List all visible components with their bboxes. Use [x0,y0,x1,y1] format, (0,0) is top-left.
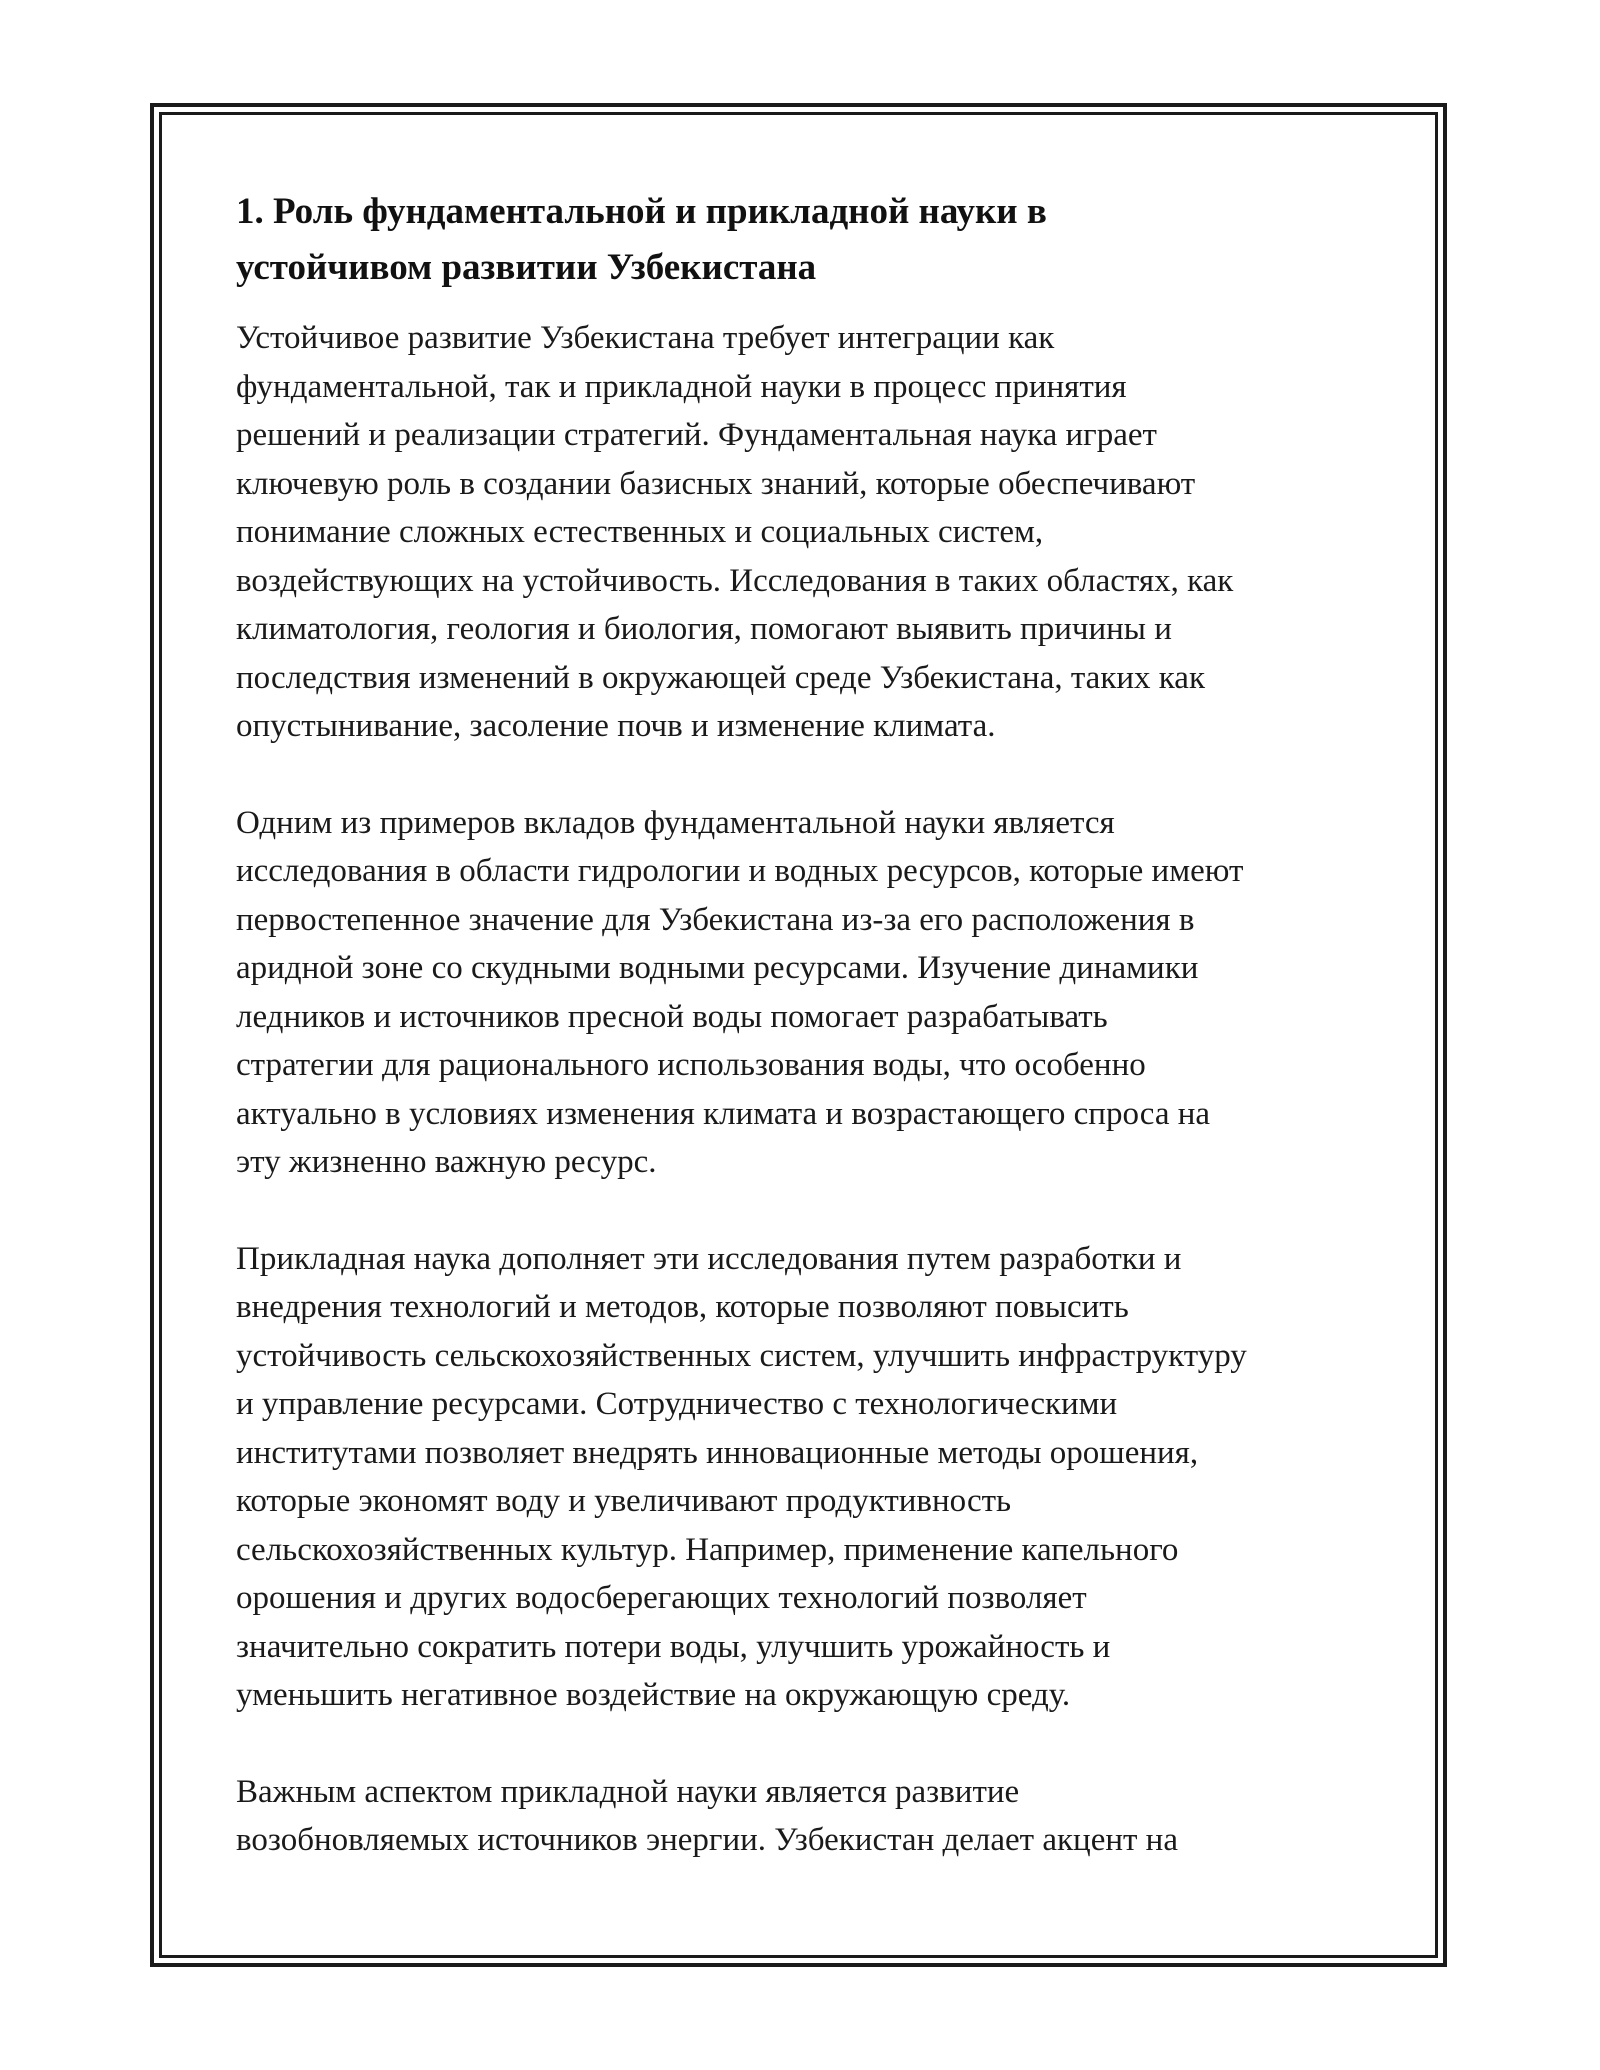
paragraph-2 [236,799,1376,1187]
text-line: исследования в области гидрологии и водных ресурсов, которые имеют [236,853,1244,889]
paragraph-3 [236,1235,1376,1720]
text-line: понимание сложных естественных и социальных систем, [236,514,1044,550]
text-line: первостепенное значение для Узбекистана из-за его расположения в [236,901,1195,938]
text-line: актуально в условиях изменения климата и возрастающего спроса на [236,1095,1211,1132]
text-line: возобновляемых источников энергии. Узбекистан делает акцент на [236,1822,1178,1858]
text-line: уменьшить негативное воздействие на окружающую среду. [236,1677,1071,1713]
text-line: орошения и других водосберегающих технологий позволяет [236,1580,1087,1616]
document-content [236,184,1376,1913]
text-line: сельскохозяйственных культур. Например, применение капельного [236,1531,1179,1568]
text-line: аридной зоне со скудными водными ресурсами. Изучение динамики [236,950,1199,986]
text-line: ледников и источников пресной воды помогает разрабатывать [236,998,1108,1035]
text-line: устойчивость сельскохозяйственных систем, улучшить инфраструктуру [236,1337,1247,1374]
text-line: решений и реализации стратегий. Фундаментальная наука играет [236,417,1157,453]
text-line: климатология, геология и биология, помогают выявить причины и [236,611,1172,647]
text-line: и управление ресурсами. Сотрудничество с технологическими [236,1386,1118,1422]
text-line: Одним из примеров вкладов фундаментальной науки является [236,804,1115,841]
section-heading [236,184,1376,296]
text-line: Устойчивое развитие Узбекистана требует интеграции как [236,320,1055,356]
paragraph-4 [236,1768,1376,1865]
section-heading-line: 1. Роль фундаментальной и прикладной науки в [236,191,1047,232]
text-line: ключевую роль в создании базисных знаний, которые обеспечивают [236,465,1196,502]
text-line: последствия изменений в окружающей среде Узбекистана, таких как [236,659,1205,696]
text-line: воздействующих на устойчивость. Исследования в таких областях, как [236,562,1234,599]
paragraph-1 [236,314,1376,751]
text-line: стратегии для рационального использования воды, что особенно [236,1047,1146,1083]
section-heading-line: устойчивом развитии Узбекистана [236,247,817,288]
text-line: опустынивание, засоление почв и изменение климата. [236,708,996,744]
text-line: фундаментальной, так и прикладной науки в процесс принятия [236,368,1127,405]
text-line: значительно сократить потери воды, улучшить урожайность и [236,1628,1111,1665]
text-line: которые экономят воду и увеличивают продуктивность [236,1483,1012,1519]
text-line: институтами позволяет внедрять инновационные методы орошения, [236,1434,1199,1471]
text-line: Прикладная наука дополняет эти исследования путем разработки и [236,1240,1182,1277]
text-line: внедрения технологий и методов, которые позволяют повысить [236,1289,1129,1325]
text-line: эту жизненно важную ресурс. [236,1144,657,1180]
text-line: Важным аспектом прикладной науки является развитие [236,1773,1020,1810]
